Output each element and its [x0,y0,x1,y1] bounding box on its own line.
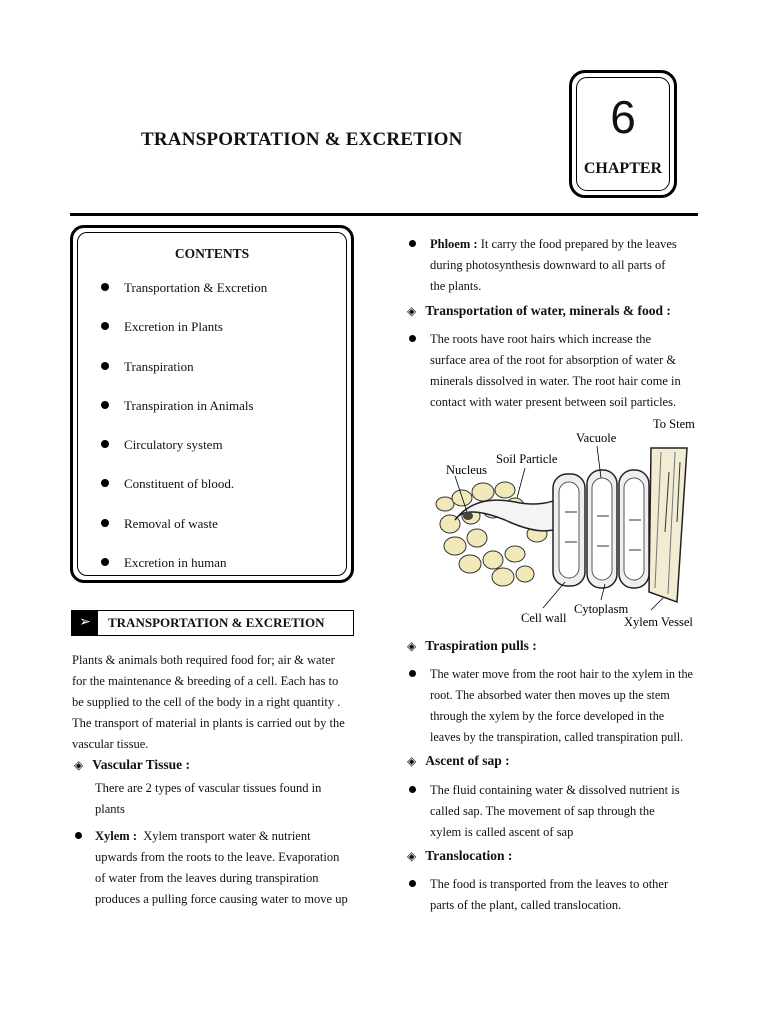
text-line: surface area of the root for absorption of water & [430,353,677,367]
diamond-bullet-icon: ◈ [407,754,417,768]
contents-item: Constituent of blood. [98,476,267,515]
contents-item: Excretion in Plants [98,319,267,358]
bullet-icon [409,880,416,887]
translocation-paragraph [430,874,696,916]
ascent-paragraph [430,780,696,843]
ascent-heading: ◈ Ascent of sap : [407,753,510,768]
soil-particles [436,482,547,586]
page-title: TRANSPORTATION & EXCRETION [141,129,463,150]
xylem-vessel [649,448,687,602]
bullet-icon [409,786,416,793]
diamond-bullet-icon: ◈ [407,639,417,653]
text-line: during photosynthesis downward to all parts of [430,258,666,272]
contents-title: CONTENTS [174,246,250,261]
xylem-paragraph [95,826,362,910]
label-nucleus: Nucleus [446,463,487,477]
contents-box [70,225,354,583]
transportation-paragraph [430,329,696,413]
vascular-tissue-heading: ◈ Vascular Tissue : [74,757,191,772]
text-line: The roots have root hairs which increase the [430,332,652,346]
label-vacuole: Vacuole [576,431,617,445]
bullet-icon [409,240,416,247]
bullet-icon [409,670,416,677]
text-line: xylem is called ascent of sap [430,825,574,839]
header-divider [70,213,698,216]
contents-item: Excretion in human [98,555,267,594]
contents-item: Circulatory system [98,437,267,476]
text-line: leaves by the transpiration, called transpiration pull. [430,730,684,744]
contents-item: Transpiration [98,359,267,398]
root-hair-diagram [425,412,700,634]
contents-list [98,280,267,594]
text-line: be supplied to the cell of the body in a right quantity . [72,695,341,709]
contents-item: Transpiration in Animals [98,398,267,437]
text-line: There are 2 types of vascular tissues found in [95,781,322,795]
transpiration-paragraph [430,664,696,748]
diamond-bullet-icon: ◈ [407,849,417,863]
text-line: Phloem : It carry the food prepared by the leaves [430,237,677,251]
text-line: contact with water present between soil particles. [430,395,677,409]
text-line: minerals dissolved in water. The root hair come in [430,374,681,388]
vascular-paragraph [95,778,362,820]
text-line: produces a pulling force causing water to move up [95,892,348,906]
text-line: called sap. The movement of sap through the [430,804,655,818]
transpiration-heading: ◈ Traspiration pulls : [407,638,537,653]
transportation-heading: ◈ Transportation of water, minerals & food : [407,303,671,318]
label-xylem-vessel: Xylem Vessel [624,615,693,629]
bullet-icon [409,335,416,342]
text-line: The food is transported from the leaves to other [430,877,669,891]
diamond-bullet-icon: ◈ [407,304,417,318]
bullet-icon [75,832,82,839]
text-line: for the maintenance & breeding of a cell. Each has to [72,674,339,688]
text-line: upwards from the roots to the leave. Evaporation [95,850,340,864]
nucleus-shape [463,512,473,520]
section-title: TRANSPORTATION & EXCRETION [108,615,325,630]
arrow-icon: ➢ [72,611,98,635]
diamond-bullet-icon: ◈ [74,758,84,772]
text-line: Plants & animals both required food for; air & water [72,653,335,667]
chapter-label: CHAPTER [583,160,663,177]
chapter-number: 6 [610,91,636,143]
text-line: The fluid containing water & dissolved nutrient is [430,783,680,797]
text-line: of water from the leaves during transpiration [95,871,319,885]
intro-paragraph [72,650,362,755]
translocation-heading: ◈ Translocation : [407,848,513,863]
text-line: through the xylem by the force developed in the [430,709,665,723]
text-line: Xylem : Xylem transport water & nutrient [95,829,311,843]
text-line: root. The absorbed water then moves up the stem [430,688,670,702]
label-cell-wall: Cell wall [521,611,567,625]
text-line: The transport of material in plants is carried out by the [72,716,345,730]
text-line: plants [95,802,125,816]
label-to-stem: To Stem [653,417,695,431]
section-banner [71,610,354,636]
chapter-badge [569,70,677,198]
text-line: The water move from the root hair to the xylem in the [430,667,693,681]
phloem-paragraph [430,234,696,297]
label-soil-particle: Soil Particle [496,452,558,466]
text-line: parts of the plant, called translocation. [430,898,622,912]
label-cytoplasm: Cytoplasm [574,602,629,616]
contents-item: Transportation & Excretion [98,280,267,319]
contents-item: Removal of waste [98,516,267,555]
text-line: the plants. [430,279,482,293]
text-line: vascular tissue. [72,737,149,751]
